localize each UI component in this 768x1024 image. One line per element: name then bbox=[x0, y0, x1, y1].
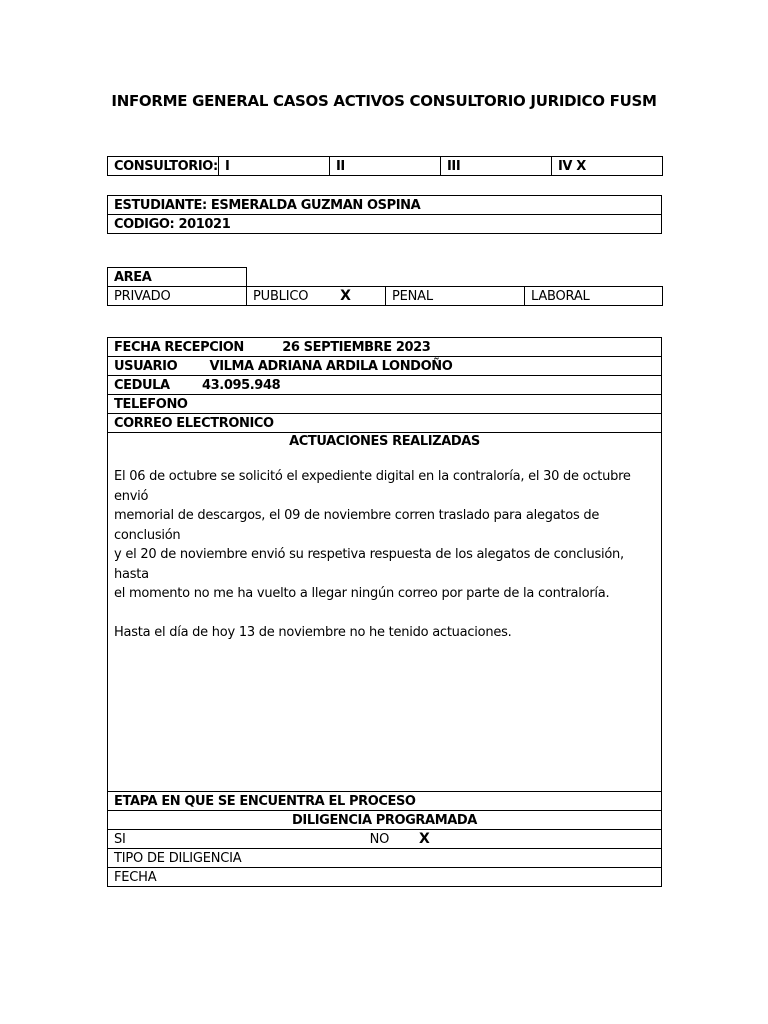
fecha-recepcion-row bbox=[108, 338, 662, 357]
cedula-row bbox=[108, 376, 662, 395]
area-blank bbox=[525, 268, 663, 287]
usuario-row bbox=[108, 357, 662, 376]
actuaciones-line: el momento no me ha vuelto a llegar ningún correo por parte de la contraloría. bbox=[114, 586, 610, 601]
correo-label: CORREO ELECTRONICO bbox=[108, 414, 662, 433]
consultorio-label: CONSULTORIO: bbox=[108, 157, 219, 176]
si-no-row bbox=[108, 830, 662, 849]
consultorio-option-ii: II bbox=[330, 157, 441, 176]
si-label: SI bbox=[114, 832, 126, 847]
telefono-label: TELEFONO bbox=[108, 395, 662, 414]
page-title: INFORME GENERAL CASOS ACTIVOS CONSULTORIO JURIDICO FUSM bbox=[111, 92, 657, 110]
area-option-publico-label: PUBLICO bbox=[253, 289, 309, 304]
tipo-diligencia-label: TIPO DE DILIGENCIA bbox=[108, 849, 662, 868]
area-option-penal: PENAL bbox=[386, 287, 525, 306]
area-option-privado: PRIVADO bbox=[108, 287, 247, 306]
no-label: NO bbox=[369, 832, 390, 847]
usuario-value: VILMA ADRIANA ARDILA LONDOÑO bbox=[209, 358, 453, 374]
consultorio-option-iv: IV X bbox=[552, 157, 663, 176]
area-option-laboral: LABORAL bbox=[525, 287, 663, 306]
consultorio-option-iii: III bbox=[441, 157, 552, 176]
student-table bbox=[107, 195, 662, 234]
area-option-publico bbox=[247, 287, 386, 306]
etapa-label: ETAPA EN QUE SE ENCUENTRA EL PROCESO bbox=[108, 792, 662, 811]
area-blank bbox=[386, 268, 525, 287]
consultorio-table bbox=[107, 156, 663, 176]
area-label: AREA bbox=[108, 268, 247, 287]
diligencia-label: DILIGENCIA PROGRAMADA bbox=[108, 811, 662, 830]
area-blank bbox=[247, 268, 386, 287]
actuaciones-paragraph bbox=[108, 467, 661, 604]
usuario-label: USUARIO bbox=[114, 358, 178, 374]
actuaciones-cell bbox=[108, 433, 662, 792]
actuaciones-line: y el 20 de noviembre envió su respetiva respuesta de los alegatos de conclusión, hasta bbox=[114, 547, 624, 582]
area-table bbox=[107, 267, 663, 306]
student-code: CODIGO: 201021 bbox=[108, 215, 662, 234]
cedula-label: CEDULA bbox=[114, 377, 170, 393]
actuaciones-line: memorial de descargos, el 09 de noviembre corren traslado para alegatos de conclusión bbox=[114, 508, 600, 543]
actuaciones-label: ACTUACIONES REALIZADAS bbox=[289, 434, 480, 449]
student-name: ESTUDIANTE: ESMERALDA GUZMAN OSPINA bbox=[108, 196, 662, 215]
no-mark: X bbox=[419, 831, 430, 847]
cedula-value: 43.095.948 bbox=[202, 377, 281, 393]
fecha-diligencia-label: FECHA bbox=[108, 868, 662, 887]
consultorio-row bbox=[108, 157, 663, 176]
fecha-recepcion-label: FECHA RECEPCION bbox=[114, 339, 244, 355]
publico-mark: X bbox=[340, 288, 351, 304]
case-table bbox=[107, 337, 662, 887]
actuaciones-note: Hasta el día de hoy 13 de noviembre no he tenido actuaciones. bbox=[114, 624, 512, 640]
consultorio-option-i: I bbox=[219, 157, 330, 176]
actuaciones-line: El 06 de octubre se solicitó el expediente digital en la contraloría, el 30 de octubre envió bbox=[114, 469, 631, 504]
fecha-recepcion-value: 26 SEPTIEMBRE 2023 bbox=[282, 339, 431, 355]
